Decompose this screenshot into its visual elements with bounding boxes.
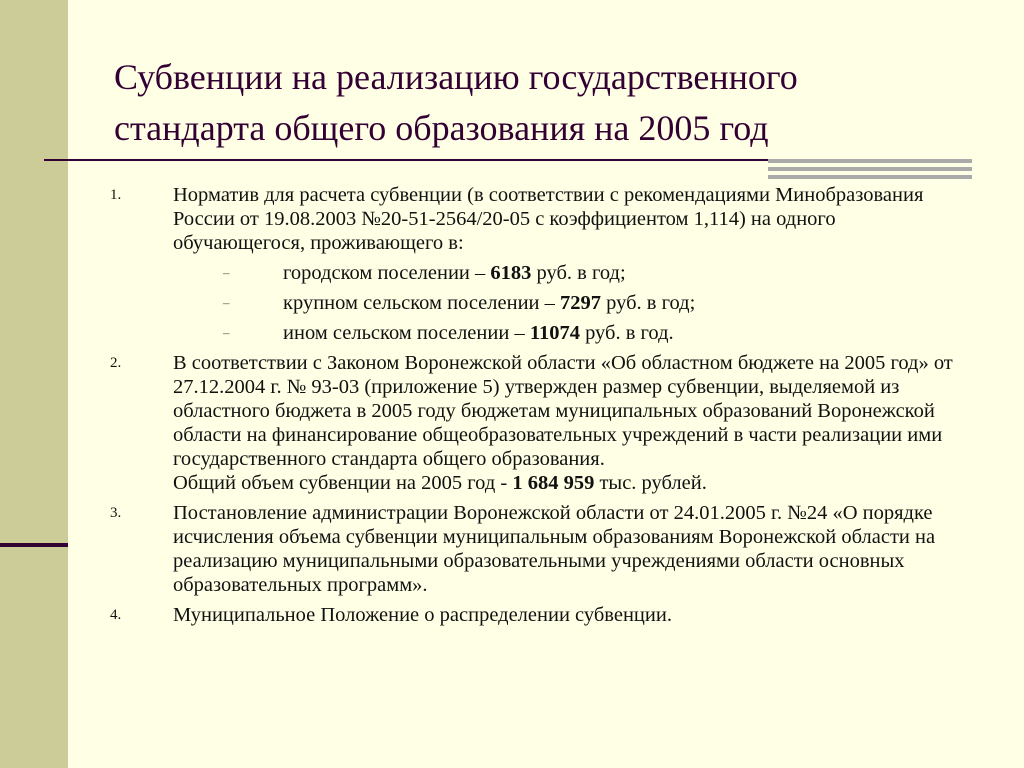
total-volume-label: Общий объем субвенции на 2005 год - [173,472,513,494]
slide-title [114,52,974,154]
list-number: 1. [110,187,122,203]
sub-item-label: крупном сельском поселении – [283,292,561,314]
left-decor-bar [0,0,68,768]
sub-item-other-rural [173,321,970,345]
list-item-4 [110,603,970,627]
list-number: 4. [110,607,122,623]
slide-title-line-1: Субвенции на реализацию государственного [114,57,798,97]
dash-bullet: – [223,295,230,310]
total-volume-unit: тыс. рублей. [594,472,707,494]
left-decor-line [0,543,68,547]
sub-item-label: городском поселении – [283,262,491,284]
sub-item-urban [173,261,970,285]
sub-item-value: 11074 [529,322,580,344]
sub-item-unit: руб. в год; [601,292,696,314]
slide-body [110,183,970,633]
sub-item-value: 6183 [490,262,532,284]
sub-item-label: ином сельском поселении – [283,322,530,344]
sub-item-unit: руб. в год. [579,322,674,344]
sub-item-large-rural [173,291,970,315]
sub-item-value: 7297 [560,292,602,314]
list-item-1 [110,183,970,345]
list-item-text: Норматив для расчета субвенции (в соответствии с рекомендациями Минобразования России от 19.08.2003 №20-51-2564/20-05 с коэффициентом 1,114) на одного обучающегося, проживающего в: [173,184,924,254]
dash-bullet: – [223,265,230,280]
divider-accent-stripe [768,159,972,163]
list-number: 2. [110,355,122,371]
list-number: 3. [110,505,122,521]
total-volume-line [173,471,970,495]
list-item-text: Муниципальное Положение о распределении субвенции. [173,604,672,626]
slide-title-line-2: стандарта общего образования на 2005 год [114,108,769,148]
divider-accent-stripe [768,175,972,179]
divider-accent-stripe [768,167,972,171]
list-item-text: Постановление администрации Воронежской области от 24.01.2005 г. №24 «О порядке исчисления объема субвенции муниципальным образованиям Воронежской области на реализацию муниципальными образовательными учреждениями области основных образовательных программ». [173,502,936,596]
list-item-3 [110,501,970,597]
list-item-text: В соответствии с Законом Воронежской области «Об областном бюджете на 2005 год» от 27.12.2004 г. № 93-03 (приложение 5) утвержден размер субвенции, выделяемой из областного бюджета в 2005 году бюджетам муниципальных образований Воронежской области на финансирование общеобразовательных учреждений в части реализации ими государственного стандарта общего образования. [173,352,953,470]
total-volume-value: 1 684 959 [512,472,595,494]
sub-item-unit: руб. в год; [531,262,626,284]
list-item-2 [110,351,970,495]
dash-bullet: – [223,325,230,340]
